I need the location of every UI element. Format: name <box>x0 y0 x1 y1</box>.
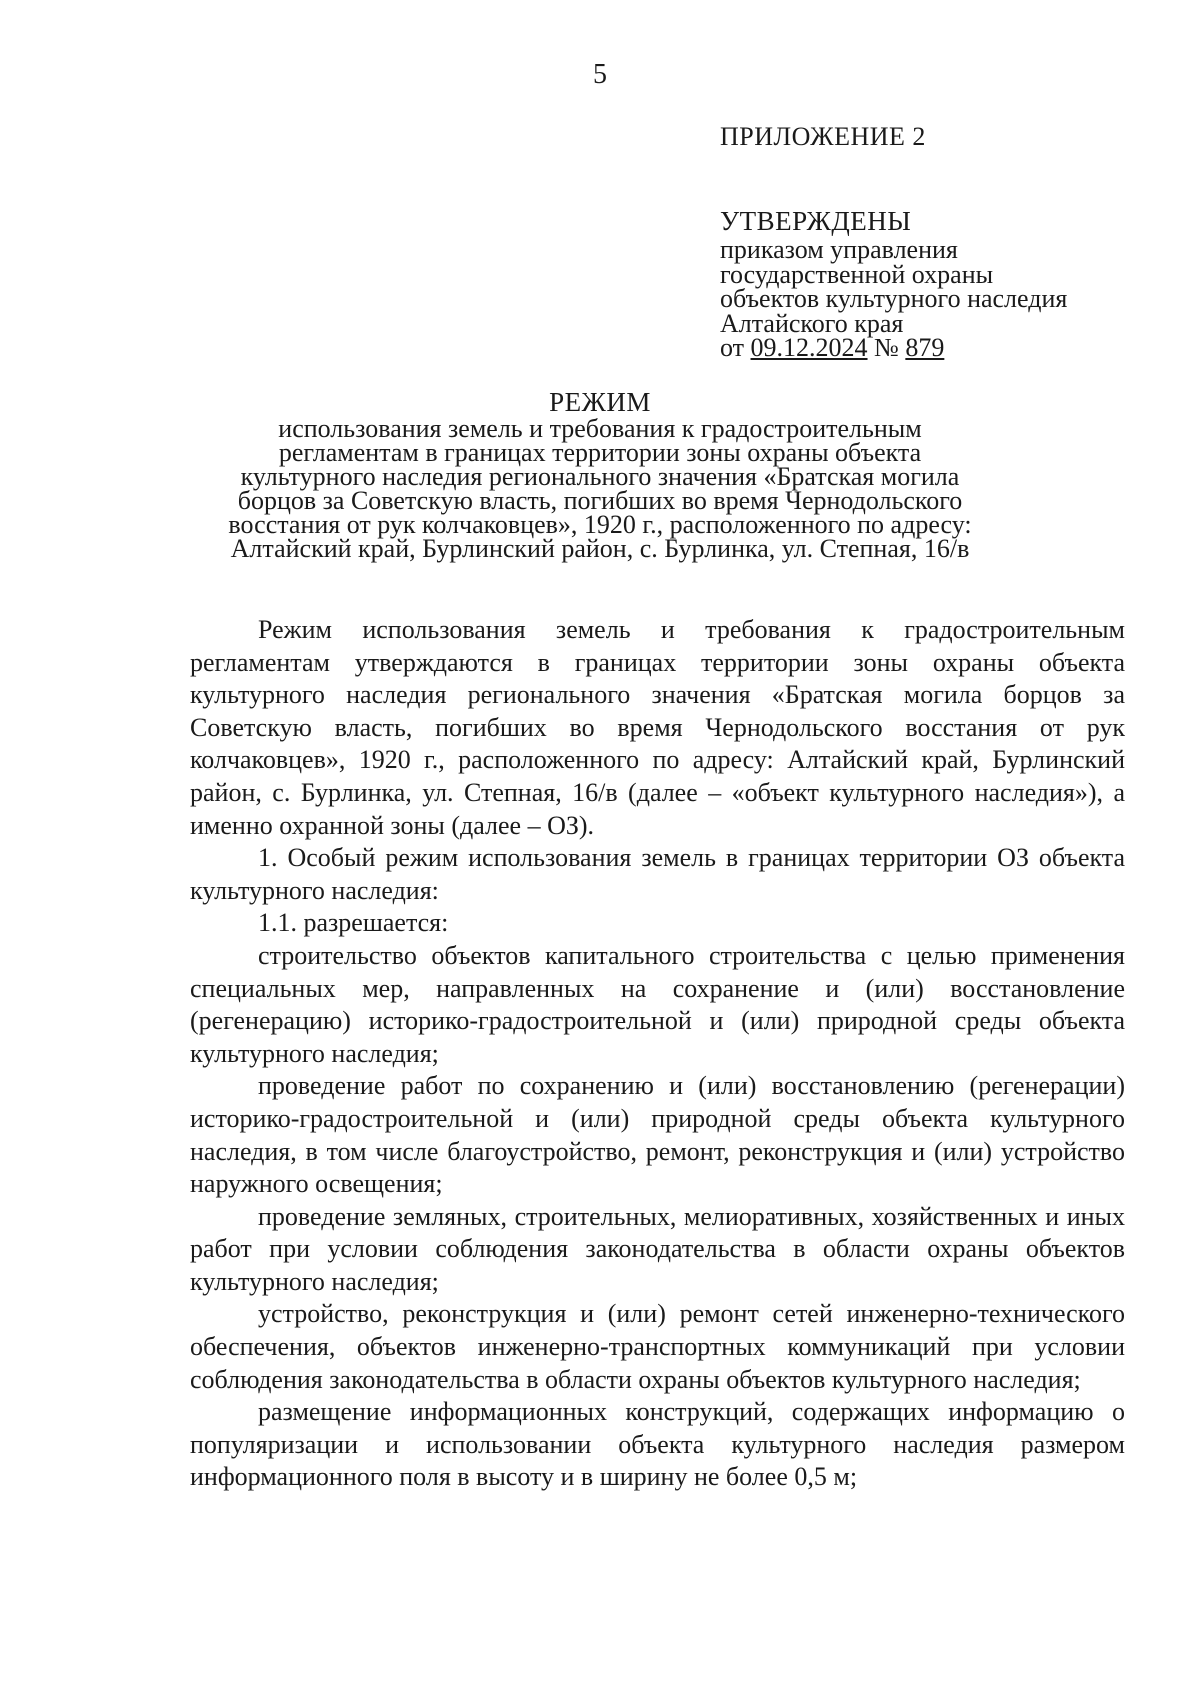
approved-by-line: приказом управления <box>720 235 958 264</box>
permitted-item: проведение работ по сохранению и (или) восстановлению (регенерации) историко-градостроительной и (или) природной среды объекта культурного наследия, в том числе благоустройство, ремонт, реконструкция и (или) устройство наружного освещения; <box>190 1071 1125 1199</box>
order-number-sign: № <box>867 333 906 362</box>
order-reference <box>720 333 1160 362</box>
order-date: 09.12.2024 <box>750 333 868 362</box>
approved-by-line: Алтайского края <box>720 308 904 338</box>
approved-by-line: объектов культурного наследия <box>720 284 1068 313</box>
approved-by-lines <box>720 235 1160 362</box>
permitted-item: строительство объектов капитального строительства с целью применения специальных мер, направленных на сохранение и (или) восстановление (регенерацию) историко-градостроительной и (или) природной среды объекта культурного наследия; <box>190 940 1125 1068</box>
permitted-item: устройство, реконструкция и (или) ремонт сетей инженерно-технического обеспечения, объектов инженерно-транспортных коммуникаций при условии соблюдения законодательства в области охраны объектов культурного наследия; <box>190 1299 1125 1394</box>
regime-subtitle-line: использования земель и требования к градостроительным <box>278 414 922 443</box>
page-number: 5 <box>593 59 607 90</box>
approved-by-line: государственной охраны <box>720 259 994 289</box>
permitted-item: размещение информационных конструкций, содержащих информацию о популяризации и использовании объекта культурного наследия размером информационного поля в высоту и в ширину не более 0,5 м; <box>190 1397 1125 1492</box>
permitted-item: проведение земляных, строительных, мелиоративных, хозяйственных и иных работ при условии соблюдения законодательства в области охраны объектов культурного наследия; <box>190 1201 1125 1296</box>
document-body <box>190 614 1125 1494</box>
regime-subtitle-line: восстания от рук колчаковцев», 1920 г., расположенного по адресу: <box>228 510 972 539</box>
intro-paragraph: Режим использования земель и требования к градостроительным регламентам утверждаются в границах территории зоны охраны объекта культурного наследия регионального значения «Братская могила борцов за Советскую власть, погибших во время Чернодольского восстания от рук колчаковцев», 1920 г., расположенного по адресу: Алтайский край, Бурлинский район, с. Бурлинка, ул. Степная, 16/в (далее – «объект культурного наследия»), а именно охранной зоны (далее – ОЗ). <box>190 615 1125 840</box>
regime-heading-block <box>0 387 1200 561</box>
section-1-1-paragraph: 1.1. разрешается: <box>258 908 449 938</box>
regime-subtitle <box>0 414 1200 563</box>
approved-heading: УТВЕРЖДЕНЫ <box>720 206 912 236</box>
section-1-paragraph: 1. Особый режим использования земель в границах территории ОЗ объекта культурного наследия: <box>190 843 1125 905</box>
approval-block <box>720 120 1160 361</box>
regime-title: РЕЖИМ <box>549 387 651 417</box>
regime-subtitle-line: борцов за Советскую власть, погибших во время Чернодольского <box>237 486 963 515</box>
regime-subtitle-line: культурного наследия регионального значения «Братская могила <box>240 462 960 491</box>
appendix-label: ПРИЛОЖЕНИЕ 2 <box>720 122 926 151</box>
regime-subtitle-line: регламентам в границах территории зоны охраны объекта <box>278 438 922 467</box>
regime-subtitle-line: Алтайский край, Бурлинский район, с. Бурлинка, ул. Степная, 16/в <box>230 534 970 563</box>
order-number: 879 <box>905 333 945 362</box>
order-prefix: от <box>720 333 751 362</box>
